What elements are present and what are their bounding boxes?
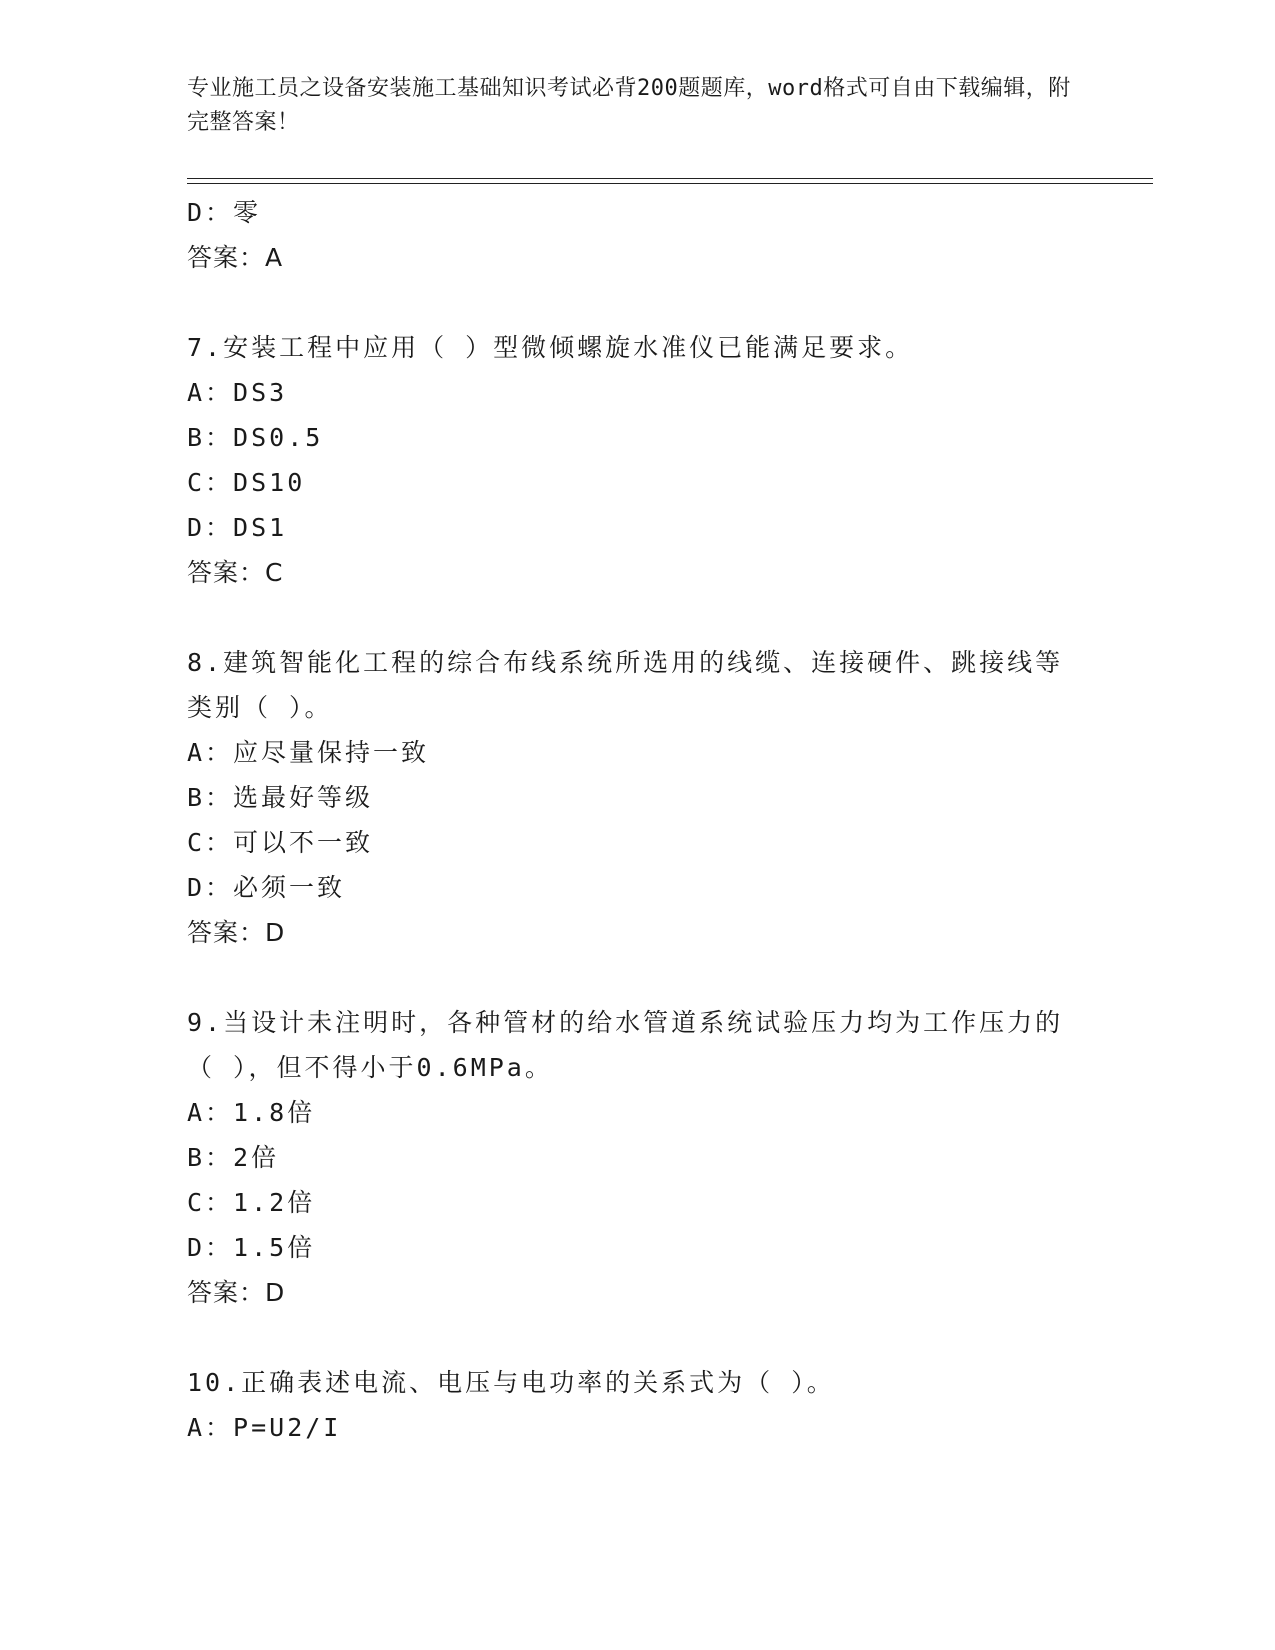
option-c: C：DS10	[187, 468, 306, 497]
option-a: A：P=U2/I	[187, 1413, 342, 1442]
option-c: C：可以不一致	[187, 828, 374, 857]
question-stem: 10.正确表述电流、电压与电功率的关系式为（ ）。	[187, 1368, 835, 1397]
option-d: D：1.5倍	[187, 1233, 316, 1262]
answer: 答案：C	[187, 558, 284, 587]
carryover-block	[187, 190, 1087, 280]
question-stem: 8.建筑智能化工程的综合布线系统所选用的线缆、连接硬件、跳接线等类别（ ）。	[187, 648, 1064, 722]
header-double-rule	[187, 178, 1153, 184]
answer: 答案：D	[187, 1278, 286, 1307]
option-a: A：应尽量保持一致	[187, 738, 430, 767]
answer: 答案：A	[187, 243, 284, 272]
question-10	[187, 1360, 1087, 1450]
option-d: D：DS1	[187, 513, 288, 542]
option-b: B：DS0.5	[187, 423, 324, 452]
question-list	[187, 190, 1087, 1450]
answer: 答案：D	[187, 918, 286, 947]
document-header: 专业施工员之设备安装施工基础知识考试必背200题题库，word格式可自由下载编辑，附完整答案！	[187, 76, 1071, 135]
option-d: D：零	[187, 198, 262, 227]
option-d: D：必须一致	[187, 873, 346, 902]
question-stem: 9.当设计未注明时，各种管材的给水管道系统试验压力均为工作压力的（ ），但不得小于0.6MPa。	[187, 1008, 1064, 1082]
option-c: C：1.2倍	[187, 1188, 316, 1217]
question-8	[187, 640, 1087, 955]
question-7	[187, 325, 1087, 595]
option-a: A：DS3	[187, 378, 288, 407]
question-stem: 7.安装工程中应用（ ）型微倾螺旋水准仪已能满足要求。	[187, 333, 914, 362]
option-b: B：2倍	[187, 1143, 280, 1172]
question-9	[187, 1000, 1087, 1315]
option-b: B：选最好等级	[187, 783, 374, 812]
option-a: A：1.8倍	[187, 1098, 316, 1127]
